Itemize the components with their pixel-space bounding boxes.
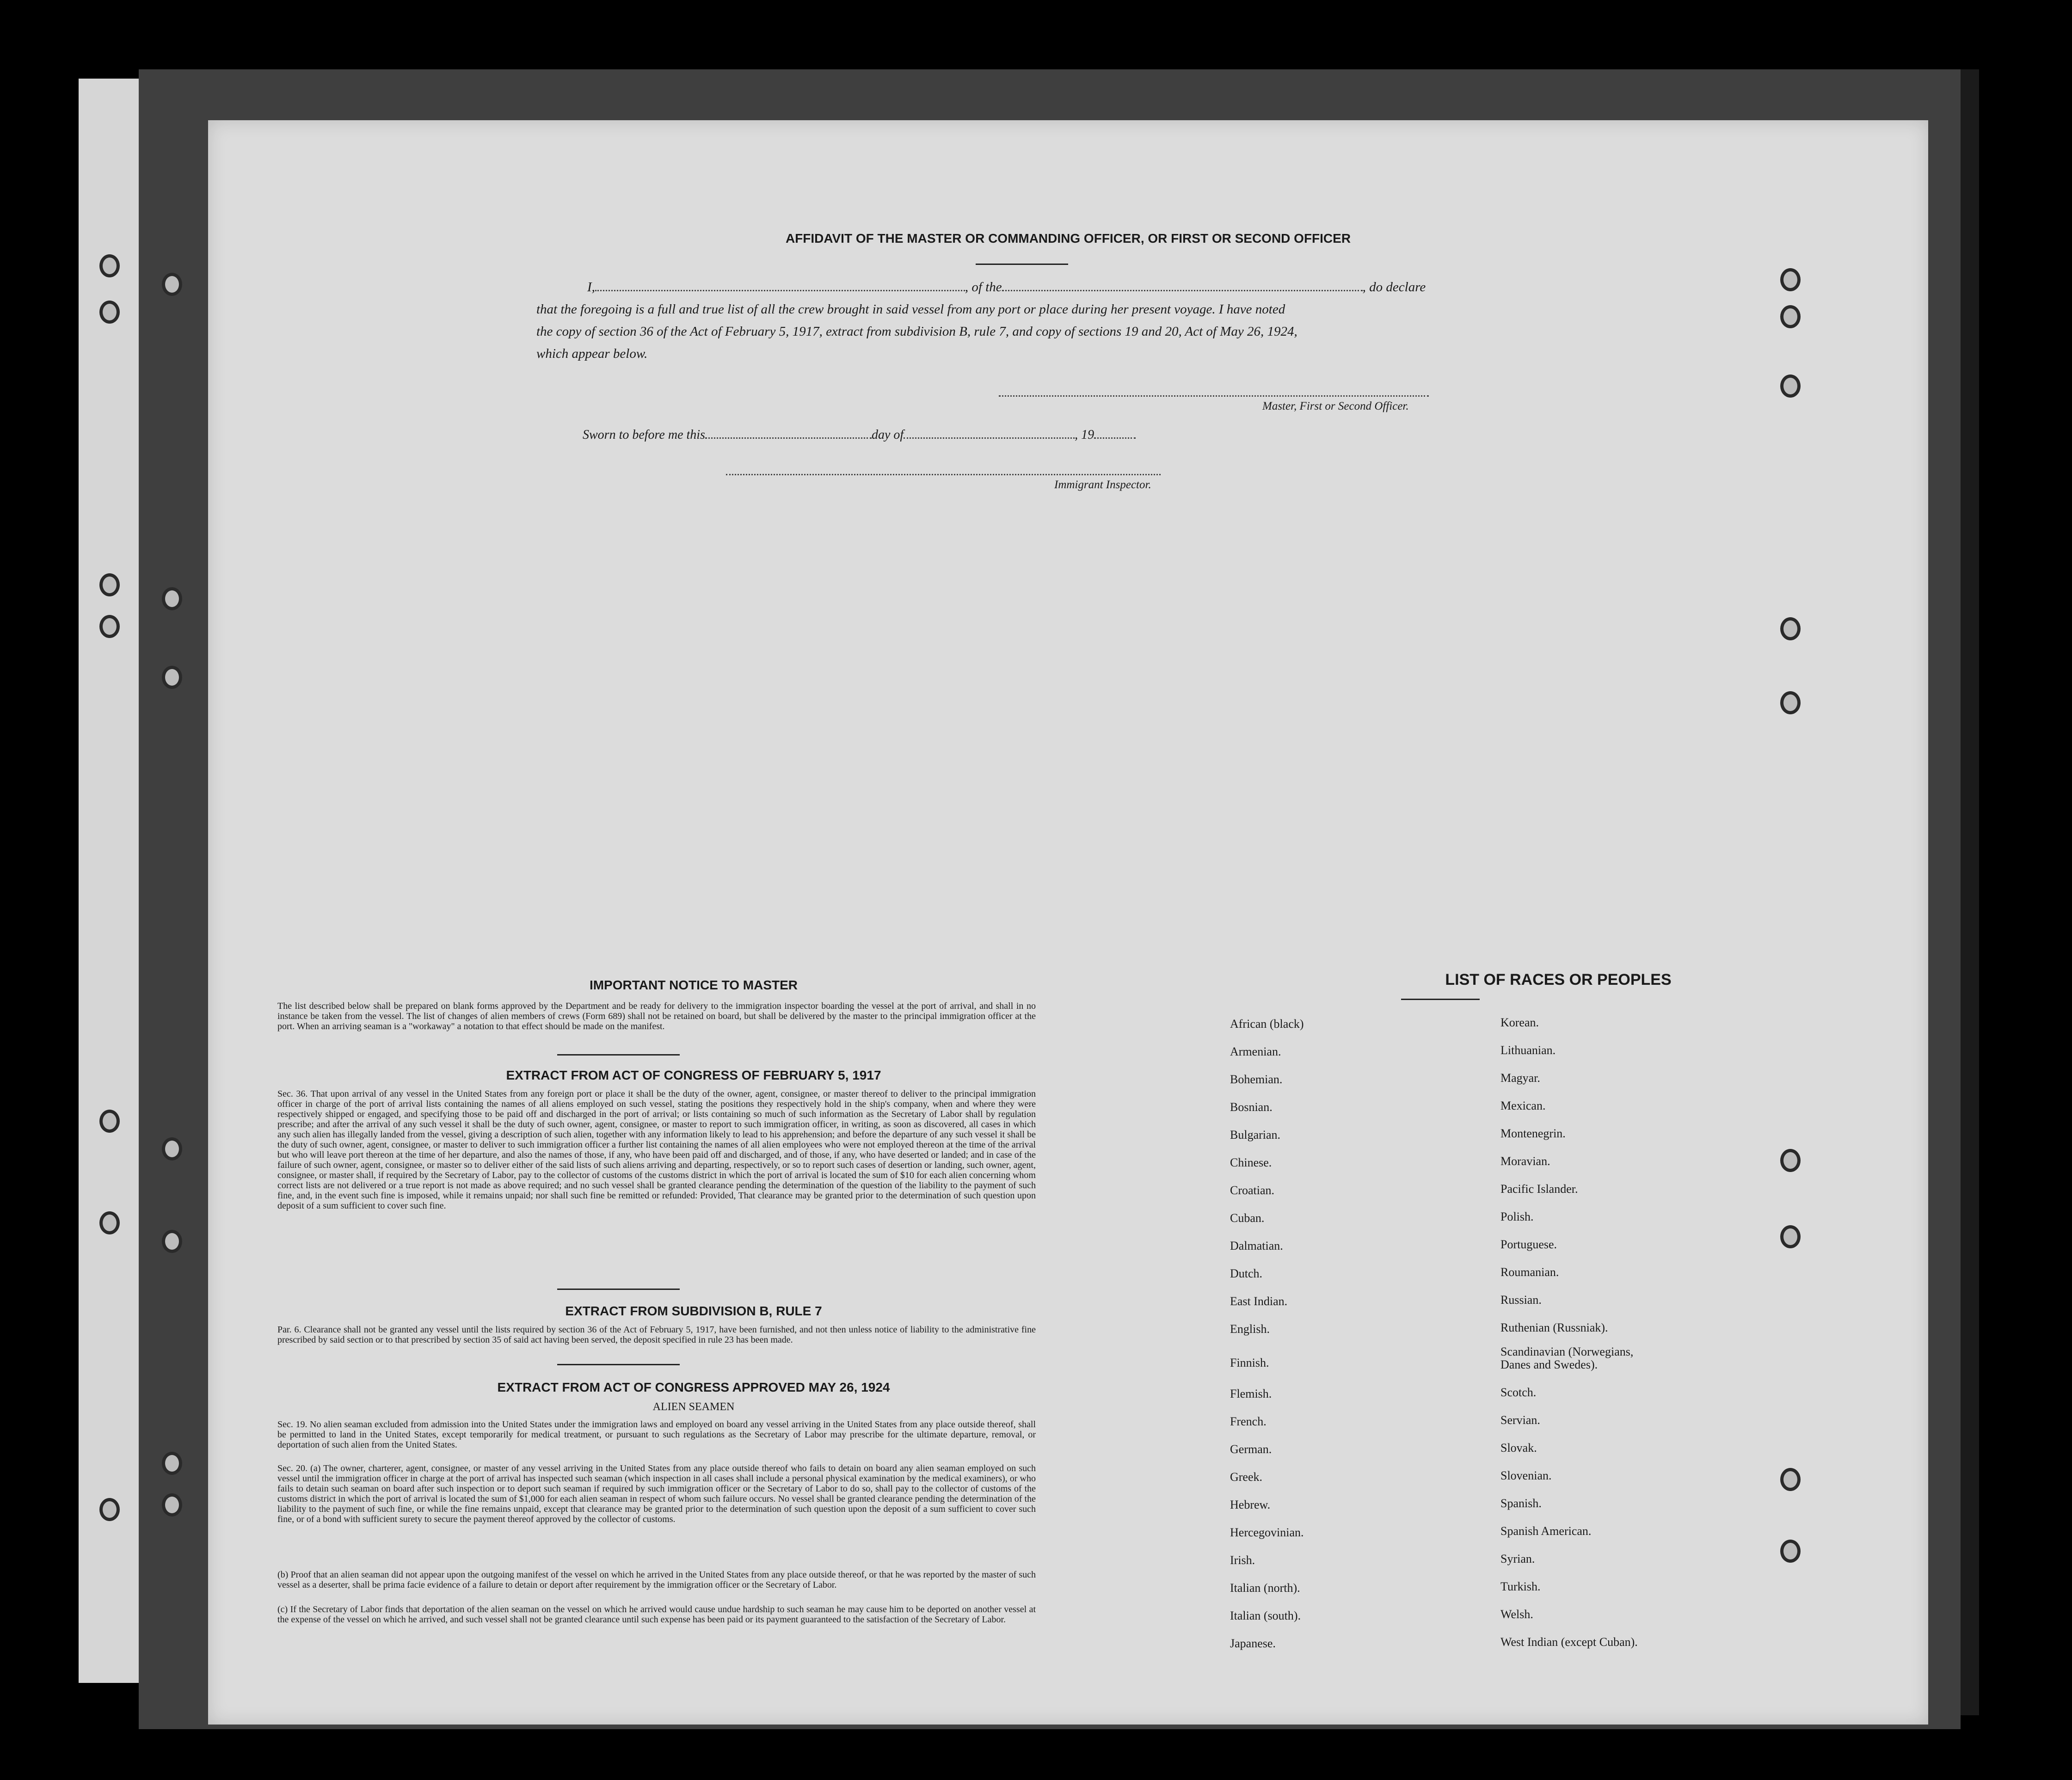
punch-hole-icon — [99, 615, 120, 638]
punch-hole-icon — [162, 273, 182, 296]
race-item: Roumanian. — [1500, 1265, 1559, 1279]
race-item: Hebrew. — [1230, 1498, 1271, 1511]
notice-divider — [557, 1054, 680, 1056]
extract-1917-divider — [557, 1289, 680, 1290]
punch-hole-icon — [162, 1137, 182, 1160]
race-item: Syrian. — [1500, 1552, 1535, 1565]
punch-hole-icon — [1780, 1225, 1801, 1248]
race-item: Scotch. — [1500, 1386, 1537, 1399]
punch-hole-icon — [162, 1230, 182, 1253]
race-item: Italian (south). — [1230, 1609, 1301, 1622]
extract-rule7-title: EXTRACT FROM SUBDIVISION B, RULE 7 — [565, 1304, 822, 1318]
race-item: Welsh. — [1500, 1608, 1533, 1621]
race-item: Bosnian. — [1230, 1100, 1273, 1114]
extract-1917-body: Sec. 36. That upon arrival of any vessel in the United States from any foreign port or place it shall be the duty of the owner, agent, consignee, or master thereof to deliver to the principal immigration officer in charge of the port of arrival lists containing the names of all aliens employed on such vessel, stating the positions they respectively hold in the ship's company, when and where they were respectively shipped or engaged, and specifying those to be paid off and discharged in the port of arrival; or lists containing so much of such information as the Secretary of Labor shall by regulation prescribe; and after the arrival of any such vessel it shall be the duty of such owner, agent, consignee, or master to report to such immigration officer, in writing, as soon as discovered, all cases in which any such alien has illegally landed from the vessel, giving a description of such alien, together with any information likely to lead to his apprehension; and before the departure of any such vessel it shall be the duty of such owner, agent, consignee, or master to deliver to such immigration officer a further list containing the names of all alien employees who were not employed thereon at the time of the arrival but who will leave port thereon at the time of her departure, and also the names of those, if any, who have been paid off and discharged, and of those, if any, who have deserted or landed; and in case of the failure of such owner, agent, consignee, or master so to deliver either of the said lists of such aliens arriving and departing, respectively, or so to report such cases of desertion or landing, such owner, agent, consignee, or master shall, if required by the Secretary of Labor, pay to the collector of customs of the customs district in which the port of arrival is located the sum of $10 for each alien concerning whom correct lists are not delivered or a true report is not made as above required; and no such vessel shall be granted clearance pending the determination of the question of the liability to the payment of such fine, and, in the event such fine is imposed, while it remains unpaid; nor shall such fine be remitted or refunded: Provided, That clearance may be granted prior to the determination of such question upon deposit of a sum sufficient to cover such fine. — [277, 1089, 1036, 1211]
race-item: Flemish. — [1230, 1387, 1272, 1400]
race-item: Bohemian. — [1230, 1073, 1283, 1086]
punch-hole-icon — [99, 254, 120, 277]
race-item: Moravian. — [1500, 1154, 1550, 1168]
race-item: Polish. — [1500, 1210, 1534, 1223]
master-label: Master, First or Second Officer. — [1262, 400, 1409, 412]
race-item: Korean. — [1500, 1016, 1539, 1029]
race-item: Hercegovinian. — [1230, 1526, 1304, 1539]
race-item: Greek. — [1230, 1470, 1263, 1484]
inspector-label: Immigrant Inspector. — [1054, 479, 1151, 491]
race-item: Russian. — [1500, 1293, 1542, 1307]
vessel-blank[interactable] — [1002, 290, 1363, 291]
race-item: Croatian. — [1230, 1184, 1275, 1197]
races-title: LIST OF RACES OR PEOPLES — [1445, 971, 1672, 988]
affidavit-do-declare: , do declare — [1362, 280, 1426, 295]
punch-hole-icon — [99, 1211, 120, 1234]
race-item: West Indian (except Cuban). — [1500, 1635, 1638, 1649]
punch-hole-icon — [1780, 1468, 1801, 1491]
sec-19-body: Sec. 19. No alien seaman excluded from admission into the United States under the immigration laws and employed on board any vessel arriving in the United States from any place outside thereof, shall be permitted to land in the United States, except temporarily for medical treatment, or pursuant to such regulations as the Secretary of Labor may prescribe for the ultimate departure, removal, or deportation of such alien from the United States. — [277, 1419, 1036, 1450]
title-divider — [976, 264, 1068, 265]
punch-hole-icon — [99, 573, 120, 596]
punch-hole-icon — [1780, 617, 1801, 640]
punch-hole-icon — [162, 1452, 182, 1475]
notice-body: The list described below shall be prepared on blank forms approved by the Department and be ready for delivery to the immigration inspector boarding the vessel at the port of arrival, and shall in no instance be taken from the vessel. The list of changes of alien members of crews (Form 689) shall not be retained on board, but shall be delivered by the master to the principal immigration officer at the port. When an arriving seaman is a "workaway" a notation to that effect should be made on the manifest. — [277, 1001, 1036, 1031]
race-item: French. — [1230, 1415, 1267, 1428]
race-item: Portuguese. — [1500, 1238, 1557, 1251]
race-item: Japanese. — [1230, 1637, 1276, 1650]
race-item: Dalmatian. — [1230, 1239, 1283, 1252]
year-prefix: , 19 — [1075, 428, 1094, 442]
inspector-signature-line[interactable] — [726, 474, 1161, 475]
race-item: Lithuanian. — [1500, 1043, 1556, 1057]
race-item: Mexican. — [1500, 1099, 1546, 1112]
punch-hole-icon — [1780, 268, 1801, 291]
master-signature-line[interactable] — [999, 395, 1429, 397]
punch-hole-icon — [1780, 691, 1801, 714]
race-item: Italian (north). — [1230, 1581, 1300, 1595]
punch-hole-icon — [162, 1493, 182, 1516]
race-item: Finnish. — [1230, 1356, 1269, 1369]
punch-hole-icon — [162, 666, 182, 689]
race-item: Pacific Islander. — [1500, 1182, 1578, 1196]
race-item: Cuban. — [1230, 1211, 1265, 1225]
sworn-line — [583, 428, 1136, 442]
extract-1924-title: EXTRACT FROM ACT OF CONGRESS APPROVED MAY 26, 1924 — [497, 1380, 890, 1394]
extract-1924-subtitle: ALIEN SEAMEN — [652, 1401, 735, 1413]
punch-hole-icon — [1780, 374, 1801, 398]
race-item: Slovak. — [1500, 1441, 1537, 1455]
race-item: East Indian. — [1230, 1295, 1288, 1308]
punch-hole-icon — [162, 587, 182, 610]
name-blank[interactable] — [595, 290, 965, 291]
affidavit-line2: that the foregoing is a full and true list of all the crew brought in said vessel from any port or place during her present voyage. I have noted — [536, 302, 1285, 317]
sec-20c-body: (c) If the Secretary of Labor finds that deportation of the alien seaman on the vessel on which he arrived would cause undue hardship to such seaman he may cause him to be deported on another vessel at the expense of the vessel on which he arrived, and such vessel shall not be granted clearance until such expense has been paid or its payment guaranteed to the satisfaction of the Secretary of Labor. — [277, 1604, 1036, 1625]
day-blank[interactable] — [705, 437, 872, 439]
race-item: Chinese. — [1230, 1156, 1272, 1169]
race-item: English. — [1230, 1322, 1270, 1336]
extract-1917-title: EXTRACT FROM ACT OF CONGRESS OF FEBRUARY 5, 1917 — [506, 1068, 881, 1082]
race-item: Spanish American. — [1500, 1524, 1592, 1538]
month-blank[interactable] — [904, 437, 1075, 439]
race-item: Magyar. — [1500, 1071, 1540, 1085]
sworn-text: Sworn to before me this — [583, 428, 705, 442]
affidavit-line4: which appear below. — [536, 346, 648, 361]
race-item: Armenian. — [1230, 1045, 1281, 1058]
race-item: Slovenian. — [1500, 1469, 1552, 1482]
extract-rule7-divider — [557, 1364, 680, 1365]
sec-20a-body: Sec. 20. (a) The owner, charterer, agent, consignee, or master of any vessel arriving in the United States from any place outside thereof who fails to detain on board any alien seaman employed on such vessel until the immigration officer in charge at the port of arrival has inspected such seaman (which inspection in all cases shall include a personal physical examination by the medical examiners), or who fails to detain such seaman on board after such inspection or to deport such seaman if required by such immigration officer or the Secretary of Labor to do so, shall pay to the collector of customs of the customs district in which the port of arrival is located the sum of $1,000 for each alien seaman in respect of whom such failure occurs. No vessel shall be granted clearance pending the determination of the liability to the payment of such fine, or while the fine remains unpaid, except that clearance may be granted prior to the determination of such question upon the deposit of a sum sufficient to cover such fine, or of a bond with sufficient surety to secure the payment thereof approved by the collector of customs. — [277, 1463, 1036, 1524]
right-edge-bar — [1961, 69, 1979, 1715]
document-page — [208, 120, 1928, 1725]
punch-hole-icon — [99, 1110, 120, 1133]
year-blank[interactable] — [1094, 437, 1136, 439]
race-item: German. — [1230, 1442, 1272, 1456]
day-of-text: day of — [871, 428, 904, 442]
race-item: Irish. — [1230, 1553, 1255, 1567]
punch-hole-icon — [99, 301, 120, 324]
punch-hole-icon — [1780, 1149, 1801, 1172]
race-item: Turkish. — [1500, 1580, 1541, 1593]
race-item: Bulgarian. — [1230, 1128, 1281, 1142]
extract-rule7-body: Par. 6. Clearance shall not be granted any vessel until the lists required by section 36 of the Act of February 5, 1917, have been furnished, and not then unless notice of liability to the administrative fine prescribed by said section or to that prescribed by section 35 of said act having been served, the deposit specified in rule 23 has been made. — [277, 1325, 1036, 1345]
affidavit-of-the: , of the — [965, 280, 1002, 295]
race-item: Servian. — [1500, 1413, 1540, 1427]
races-divider — [1401, 999, 1480, 1000]
race-item: Spanish. — [1500, 1497, 1542, 1510]
affidavit-i: I, — [587, 280, 595, 295]
affidavit-line1 — [587, 280, 1426, 295]
sec-20b-body: (b) Proof that an alien seaman did not appear upon the outgoing manifest of the vessel on which he arrived in the United States from any place outside thereof, or that he was reported by the master of such vessel as a deserter, shall be prima facie evidence of a failure to detain or deport after requirement by the immigration officer or the Secretary of Labor. — [277, 1570, 1036, 1590]
race-item: Ruthenian (Russniak). — [1500, 1321, 1608, 1334]
race-item: Scandinavian (Norwegians, Danes and Swedes). — [1500, 1345, 1634, 1371]
affidavit-title: AFFIDAVIT OF THE MASTER OR COMMANDING OFFICER, OR FIRST OR SECOND OFFICER — [785, 231, 1351, 246]
punch-hole-icon — [99, 1498, 120, 1521]
affidavit-line3: the copy of section 36 of the Act of February 5, 1917, extract from subdivision B, rule 7, and copy of sections 19 and 20, Act of May 26, 1924, — [536, 324, 1297, 339]
race-item: African (black) — [1230, 1017, 1304, 1031]
punch-hole-icon — [1780, 305, 1801, 328]
notice-title: IMPORTANT NOTICE TO MASTER — [589, 978, 798, 992]
race-item: Montenegrin. — [1500, 1127, 1566, 1140]
punch-hole-icon — [1780, 1540, 1801, 1563]
race-item: Dutch. — [1230, 1267, 1263, 1280]
